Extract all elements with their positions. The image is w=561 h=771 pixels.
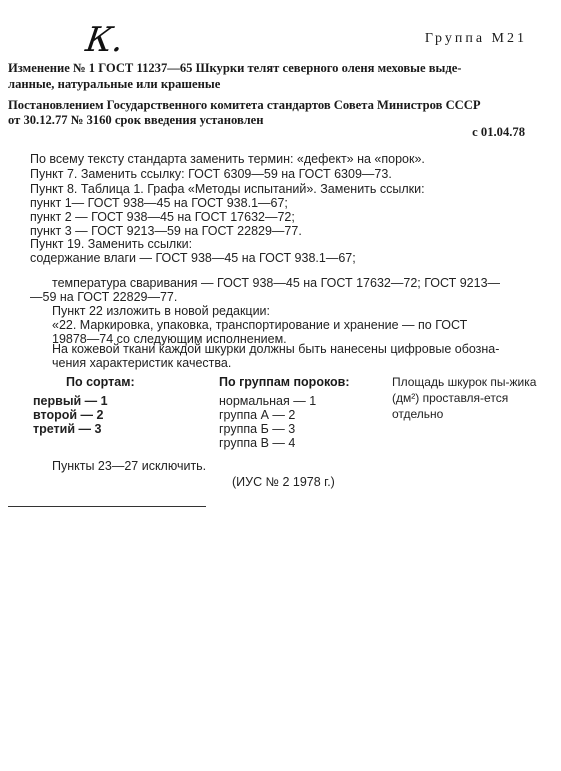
amendment-title-line-2: ланные, натуральные или крашеные: [8, 77, 221, 91]
change-line-10: —59 на ГОСТ 22829—77.: [30, 290, 178, 304]
defect-group-row-2: группа А — 2: [219, 408, 296, 422]
closing-line: Пункты 23—27 исключить.: [52, 459, 207, 473]
change-line-7: Пункт 19. Заменить ссылки:: [30, 237, 193, 251]
defect-group-column-header: По группам пороков:: [219, 375, 350, 389]
change-line-11: Пункт 22 изложить в новой редакции:: [52, 304, 271, 318]
defect-group-row-1: нормальная — 1: [219, 394, 317, 408]
sort-row-2: второй — 2: [33, 408, 104, 422]
change-line-15: чения характеристик качества.: [52, 356, 232, 370]
sort-row-3: третий — 3: [33, 422, 102, 436]
change-line-13: 19878—74 со следующим исполнением.: [52, 332, 287, 346]
sort-row-1: первый — 1: [33, 394, 108, 408]
sort-column-header: По сортам:: [66, 375, 135, 389]
area-note: Площадь шкурок пы-жика (дм²) проставля-ется отдельно: [392, 375, 537, 421]
source-reference: (ИУС № 2 1978 г.): [232, 475, 335, 489]
change-line-5: пункт 2 — ГОСТ 938—45 на ГОСТ 17632—72;: [30, 210, 295, 224]
separator-rule: [8, 506, 206, 507]
change-line-12: «22. Маркировка, упаковка, транспортирование и хранение — по ГОСТ: [52, 318, 468, 332]
decree-line-1: Постановлением Государственного комитета стандартов Совета Министров СССР: [8, 98, 481, 112]
change-line-2: Пункт 7. Заменить ссылку: ГОСТ 6309—59 на ГОСТ 6309—73.: [30, 167, 392, 181]
change-line-3: Пункт 8. Таблица 1. Графа «Методы испытаний». Заменить ссылки:: [30, 182, 425, 196]
change-line-4: пункт 1— ГОСТ 938—45 на ГОСТ 938.1—67;: [30, 196, 288, 210]
effective-date: с 01.04.78: [472, 125, 525, 139]
change-line-6: пункт 3 — ГОСТ 9213—59 на ГОСТ 22829—77.: [30, 224, 302, 238]
handwritten-mark: К.: [83, 20, 126, 60]
amendment-title-line-1: Изменение № 1 ГОСТ 11237—65 Шкурки телят северного оленя меховые выде-: [8, 61, 462, 75]
group-label: Группа М21: [424, 31, 527, 46]
defect-group-row-4: группа В — 4: [219, 436, 296, 450]
change-line-14: На кожевой ткани каждой шкурки должны быть нанесены цифровые обозна-: [52, 342, 500, 356]
change-line-9: температура сваривания — ГОСТ 938—45 на ГОСТ 17632—72; ГОСТ 9213—: [52, 276, 501, 290]
decree-line-2: от 30.12.77 № 3160 срок введения установлен: [8, 113, 264, 127]
defect-group-row-3: группа Б — 3: [219, 422, 296, 436]
change-line-8: содержание влаги — ГОСТ 938—45 на ГОСТ 938.1—67;: [30, 251, 356, 265]
change-line-1: По всему тексту стандарта заменить термин: «дефект» на «порок».: [30, 152, 425, 166]
